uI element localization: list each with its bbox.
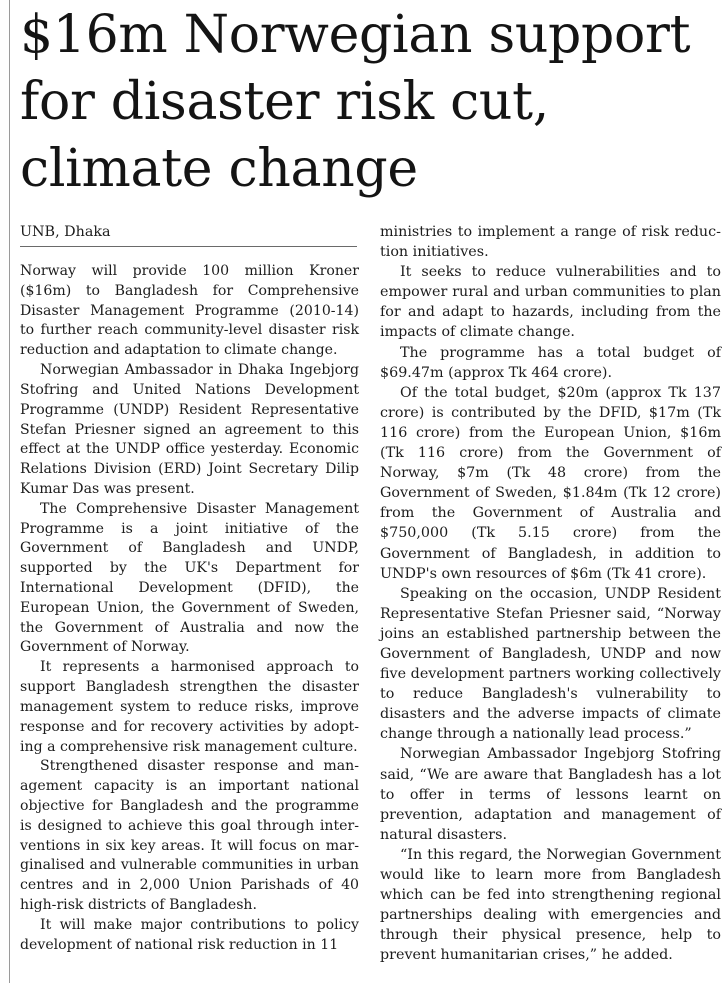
headline-line: $16m Norwegian support xyxy=(20,5,691,65)
headline-line: for disaster risk cut, xyxy=(20,72,549,132)
paragraph: It seeks to reduce vulnerabilities and to empower rural and urban communities to plan for and adapt to hazards, including from the impacts of climate change. xyxy=(380,264,721,341)
paragraph: Of the total budget, $20m (approx Tk 137 crore) is contributed by the DFID, $17m (Tk 116 crore) from the European Union, $16m (Tk 116 crore) from the Government of Norway, $7m (Tk 48 crore) from the Government of Sweden, $1.84m (Tk 12 crore) from the Government of Australia and $750,000 (Tk 5.15 crore) from the Government of Bangladesh, in addition to UNDP's own resources of $6m (Tk 41 crore). xyxy=(380,384,721,582)
paragraph: It represents a harmonised approach to support Bangladesh strengthen the disaster management system to reduce risks, improve response and for recovery activities by adopting a comprehensive risk management culture. xyxy=(20,659,359,755)
paragraph: The Comprehensive Disaster Management Programme is a joint initiative of the Government of Bangladesh and UNDP, supported by the UK's Department for International Development (DFID), the European Union, the Government of Sweden, the Government of Australia and now the Government of Norway. xyxy=(20,500,359,656)
paragraph: “In this regard, the Norwegian Government would like to learn more from Bangladesh which can be fed into strengthening regional partnerships dealing with emergencies and through their physical presence, help to prevent humanitarian crises,” he added. xyxy=(380,846,721,964)
paragraph: Strengthened disaster response and management capacity is an important national objective for Bangladesh and the programme is designed to achieve this goal through interventions in six key areas. It will focus on marginalised and vulnerable communities in urban centres and in 2,000 Union Parishads of 40 high-risk districts of Bangladesh. xyxy=(20,758,359,913)
paragraph: Speaking on the occasion, UNDP Resident Representative Stefan Priesner said, “Norway joins an established partnership between the Government of Bangladesh, UNDP and now five development partners working collectively to reduce Bangladesh's vulnerability to disasters and the adverse impacts of climate change through a nationally lead process.” xyxy=(380,585,721,743)
headline-line: climate change xyxy=(20,139,418,199)
byline: UNB, Dhaka xyxy=(20,224,111,240)
article-column-left xyxy=(20,222,359,955)
article-column-right xyxy=(380,222,721,965)
paragraph: ministries to implement a range of risk reduction initiatives. xyxy=(380,224,721,261)
paragraph: Norwegian Ambassador in Dhaka Ingebjorg Stofring and United Nations Development Programme (UNDP) Resident Representative Stefan Priesner signed an agreement to this effect at the UNDP office yesterday. Economic Relations Division (ERD) Joint Secretary Dilip Kumar Das was present. xyxy=(20,362,359,497)
paragraph: The programme has a total budget of $69.47m (approx Tk 464 crore). xyxy=(380,344,721,381)
column-divider-rule xyxy=(9,0,10,983)
paragraph: It will make major contributions to policy development of national risk reduction in 11 xyxy=(20,916,359,953)
headline xyxy=(20,2,725,203)
paragraph: Norway will provide 100 million Kroner ($16m) to Bangladesh for Comprehensive Disaster Management Programme (2010-14) to further reach community-level disaster risk reduction and adaptation to climate change. xyxy=(20,263,359,359)
paragraph: Norwegian Ambassador Ingebjorg Stofring said, “We are aware that Bangladesh has a lot to offer in terms of lessons learnt on prevention, adaptation and management of natural disasters. xyxy=(380,746,721,843)
byline-rule xyxy=(20,246,357,247)
